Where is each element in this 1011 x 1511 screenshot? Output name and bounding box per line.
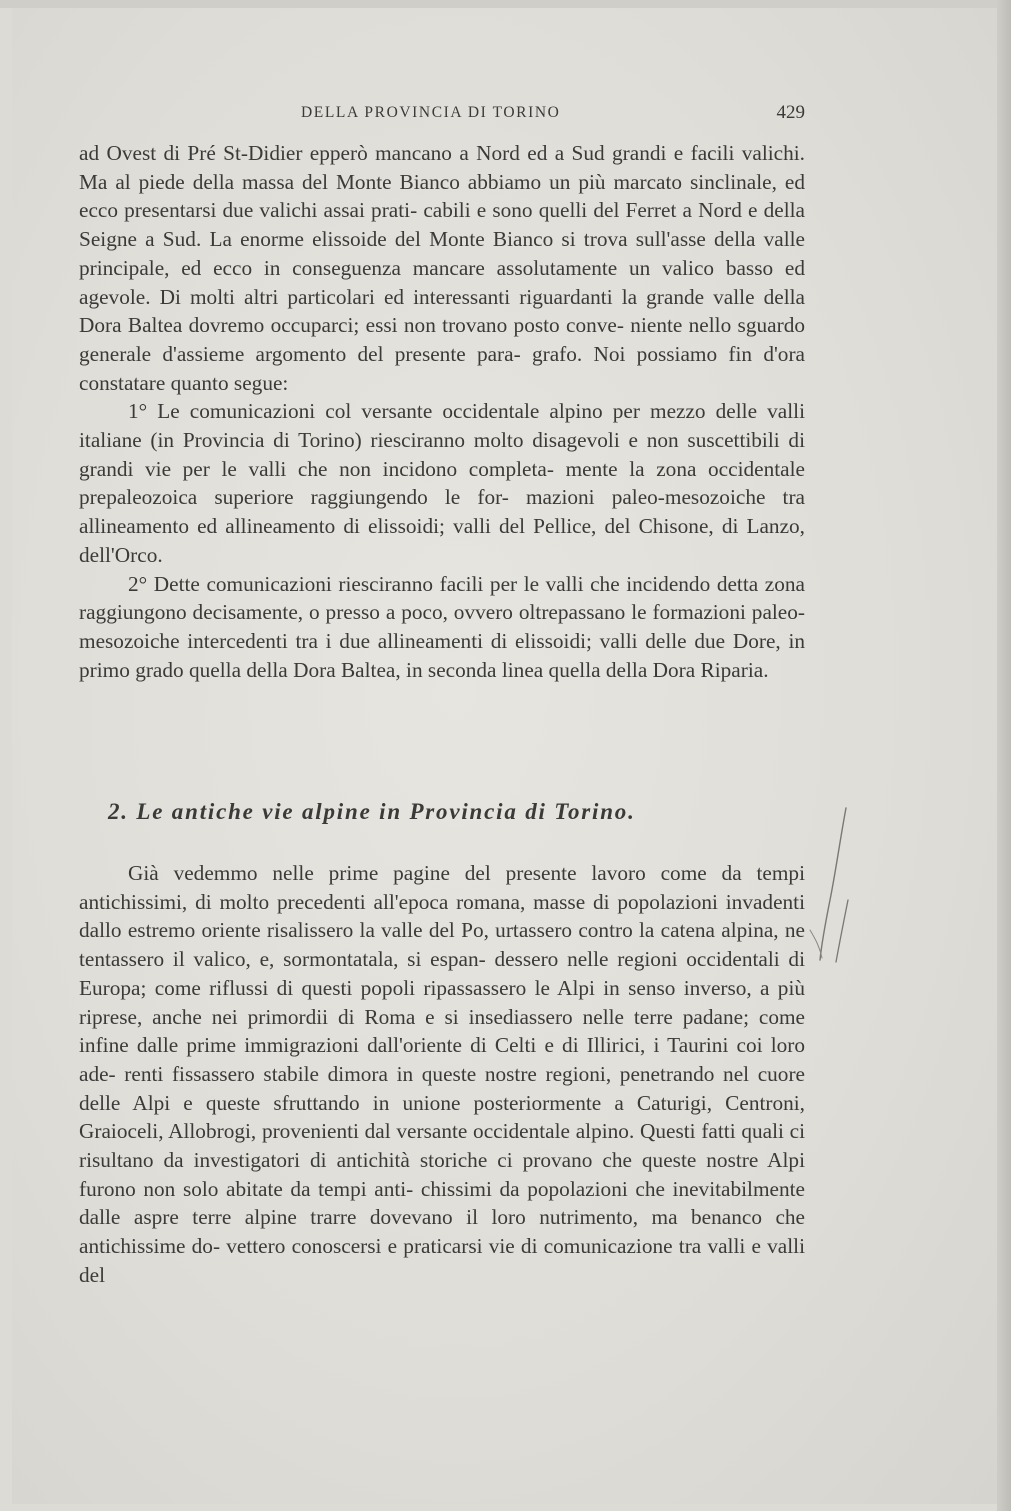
body-text xyxy=(79,139,805,684)
text-line: elissoide del Monte Bianco si trova sull'asse della valle principale, ed xyxy=(79,227,805,280)
text-line: provano che queste nostre Alpi furono non solo abitate da tempi anti- xyxy=(79,1148,805,1201)
text-line: chissimi da popolazioni che inevitabilmente dalle aspre terre alpine xyxy=(79,1176,806,1230)
text-line: mente la zona occidentale prepaleozoica superiore raggiungendo le for- xyxy=(79,456,805,510)
text-line: vettero conoscersi e praticarsi vie di comunicazione tra valli e valli del xyxy=(79,1234,805,1287)
text-line: invadenti dallo estremo oriente risalissero la valle del Po, urtassero xyxy=(79,889,805,943)
text-line: renti fissassero stabile dimora in queste nostre regioni, penetrando nel xyxy=(124,1061,750,1086)
pencil-margin-mark xyxy=(808,800,868,980)
scan-top-edge xyxy=(0,0,1011,8)
text-line: Di molti altri particolari ed interessanti riguardanti la grande valle xyxy=(159,284,755,309)
text-line: mazioni paleo-mesozoiche tra allineamento ed allineamento di elissoidi; xyxy=(79,485,805,539)
page-number: 429 xyxy=(776,102,805,123)
text-line: valli del Pellice, del Chisone, di Lanzo, dell'Orco. xyxy=(79,514,806,567)
text-line: in seconda linea quella della Dora Riparia. xyxy=(406,657,769,682)
page-header xyxy=(79,104,805,130)
text-line: della Dora Baltea dovremo occuparci; essi non trovano posto conve- xyxy=(79,284,805,338)
text-line: ecco in conseguenza mancare assolutamente un valico basso ed agevole. xyxy=(79,255,805,309)
text-line: non suscettibili di grandi vie per le valli che non incidono completa- xyxy=(79,428,805,481)
text-line: grafo. Noi possiamo fin d'ora constatare quanto segue: xyxy=(79,341,805,395)
text-line: trarre dovevano il loro nutrimento, ma benanco che antichissime do- xyxy=(79,1205,805,1259)
text-line: valli italiane (in Provincia di Torino) riesciranno molto disagevoli e xyxy=(79,399,805,453)
text-line: Già vedemmo nelle prime pagine del presente lavoro come da tempi xyxy=(128,861,805,885)
text-line: detta zona raggiungono decisamente, o presso a poco, ovvero oltrepassano xyxy=(79,571,805,625)
text-line: 2° Dette comunicazioni riesciranno facili per le valli che incidendo xyxy=(128,571,711,596)
text-line: elissoidi; valli delle due Dore, in primo grado quella della Dora Baltea, xyxy=(79,628,806,682)
section-body xyxy=(79,859,805,1290)
text-line: cuore delle Alpi e queste sfruttando in unione posteriormente a Caturigi, xyxy=(79,1061,805,1115)
text-line: Centroni, Graioceli, Allobrogi, provenienti dal versante occidentale alpino. xyxy=(79,1090,806,1144)
text-line: di Roma e si insediassero nelle terre padane; come infine dalle prime xyxy=(79,1004,805,1058)
scan-right-edge xyxy=(997,0,1011,1511)
intro-paragraph xyxy=(79,139,805,397)
text-line: e facili valichi. Ma al piede della massa del Monte Bianco abbiamo xyxy=(79,141,805,194)
text-line: antichissimi, di molto precedenti all'epoca romana, masse di popolazioni xyxy=(79,889,718,914)
text-line: le formazioni paleo-mesozoiche intercedenti tra i due allineamenti di xyxy=(79,600,806,653)
text-line: ad Ovest di Pré St-Didier epperò mancano a Nord ed a Sud grandi xyxy=(79,141,667,165)
point-two-paragraph xyxy=(79,570,805,685)
text-line: 1° Le comunicazioni col versante occidentale alpino per mezzo delle xyxy=(128,399,758,424)
text-line: un più marcato sinclinale, ed ecco presentarsi due valichi assai prati- xyxy=(79,169,805,223)
text-line: contro la catena alpina, ne tentassero il valico, e, sormontatala, si espan- xyxy=(79,918,805,972)
point-one-paragraph xyxy=(79,397,805,569)
running-head: DELLA PROVINCIA DI TORINO xyxy=(301,104,561,121)
text-line: niente nello sguardo generale d'assieme argomento del presente para- xyxy=(79,313,805,366)
section-heading: 2. Le antiche vie alpine in Provincia di Torino. xyxy=(108,799,636,824)
text-line: cabili e sono quelli del Ferret a Nord e della Seigne a Sud. La enorme xyxy=(79,198,805,252)
text-line: ripassassero le Alpi in senso inverso, a più riprese, anche nei primordii xyxy=(79,975,806,1029)
section-paragraph xyxy=(79,859,805,1290)
text-line: immigrazioni dall'oriente di Celti e di Illirici, i Taurini coi loro ade- xyxy=(79,1033,805,1086)
text-line: dessero nelle regioni occidentali di Europa; come riflussi di questi popoli xyxy=(79,947,805,1000)
text-line: Questi fatti quali ci risultano da investigatori di antichità storiche ci xyxy=(79,1119,805,1173)
